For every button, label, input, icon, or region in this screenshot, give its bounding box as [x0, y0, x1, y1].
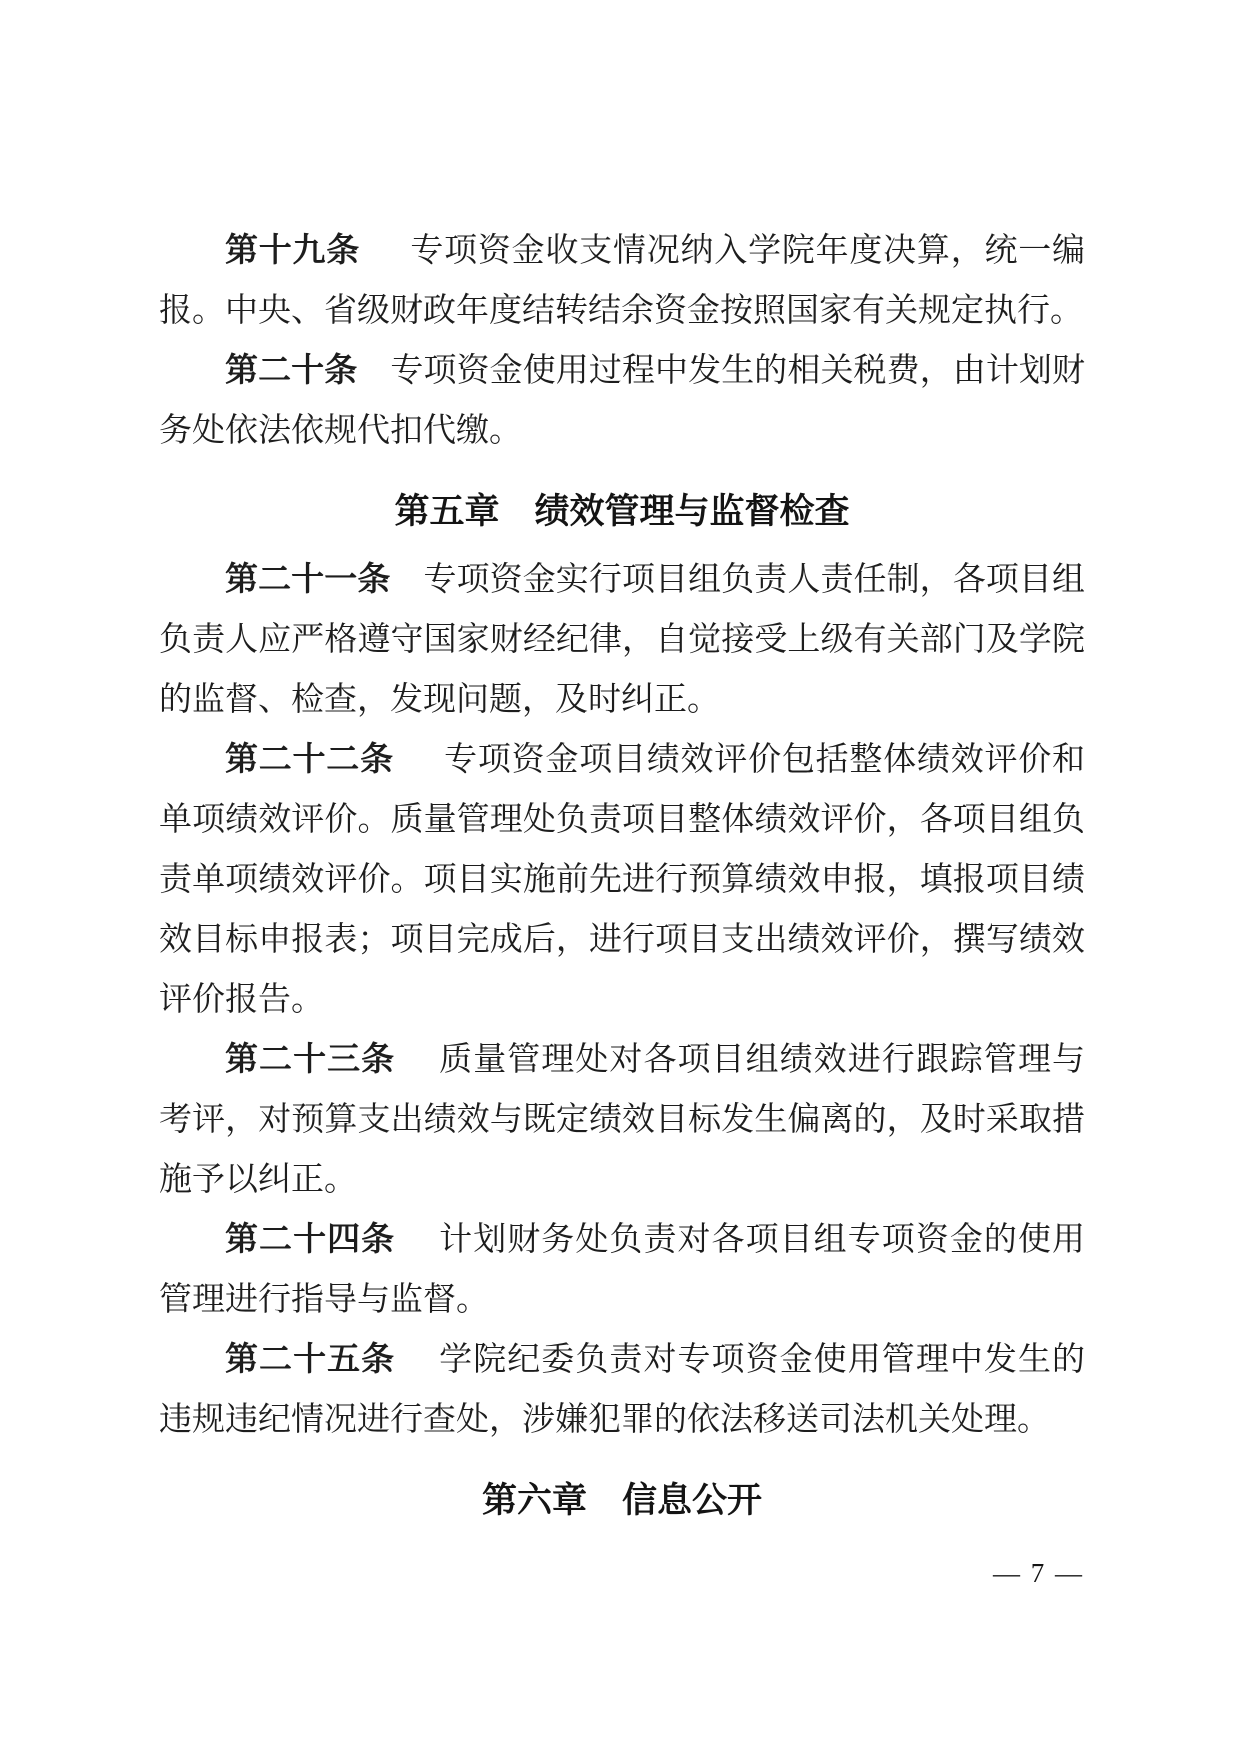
- article-paragraph: [159, 1210, 1085, 1330]
- article-number-gap: [360, 260, 410, 261]
- document-body: [159, 221, 1085, 1539]
- article-number: 第十九条: [225, 233, 361, 269]
- article-number: 第二十三条: [225, 1042, 396, 1078]
- article-text: 专项资金收支情况纳入学院年度决算，统一编报。中央、省级财政年度结转结余资金按照国家有关规定执行。: [159, 233, 1086, 329]
- article-number: 第二十条: [225, 353, 358, 389]
- article-paragraph: [159, 550, 1085, 730]
- chapter-heading: 第五章 绩效管理与监督检查: [394, 492, 850, 531]
- article-number: 第二十四条: [225, 1222, 396, 1258]
- article-number-gap: [394, 769, 444, 770]
- chapter-heading: 第六章 信息公开: [481, 1481, 762, 1520]
- article-paragraph: [159, 1030, 1085, 1210]
- article-number-gap: [395, 1369, 438, 1370]
- page-number: — 7 —: [993, 1558, 1084, 1588]
- article-number: 第二十二条: [225, 742, 394, 778]
- article-paragraph: [159, 730, 1085, 1030]
- article-number: 第二十五条: [225, 1342, 396, 1378]
- article-number-gap: [357, 380, 390, 381]
- article-number-gap: [395, 1249, 438, 1250]
- article-number-gap: [395, 1069, 438, 1070]
- article-number-gap: [390, 589, 423, 590]
- article-text: 专项资金实行项目组负责人责任制，各项目组负责人应严格遵守国家财经纪律，自觉接受上级有关部门及学院的监督、检查，发现问题，及时纠正。: [159, 562, 1086, 718]
- article-text: 专项资金使用过程中发生的相关税费，由计划财务处依法依规代扣代缴。: [159, 353, 1086, 449]
- article-paragraph: [159, 221, 1085, 341]
- article-text: 专项资金项目绩效评价包括整体绩效评价和单项绩效评价。质量管理处负责项目整体绩效评价，各项目组负责单项绩效评价。项目实施前先进行预算绩效申报，填报项目绩效目标申报表；项目完成后，进行项目支出绩效评价，撰写绩效评价报告。: [159, 742, 1086, 1018]
- article-text: 计划财务处负责对各项目组专项资金的使用管理进行指导与监督。: [159, 1222, 1086, 1318]
- article-text: 学院纪委负责对专项资金使用管理中发生的违规违纪情况进行查处，涉嫌犯罪的依法移送司法机关处理。: [159, 1342, 1086, 1438]
- article-paragraph: [159, 1330, 1085, 1450]
- article-text: 质量管理处对各项目组绩效进行跟踪管理与考评，对预算支出绩效与既定绩效目标发生偏离的，及时采取措施予以纠正。: [159, 1042, 1086, 1198]
- article-paragraph: [159, 341, 1085, 461]
- article-number: 第二十一条: [225, 562, 391, 598]
